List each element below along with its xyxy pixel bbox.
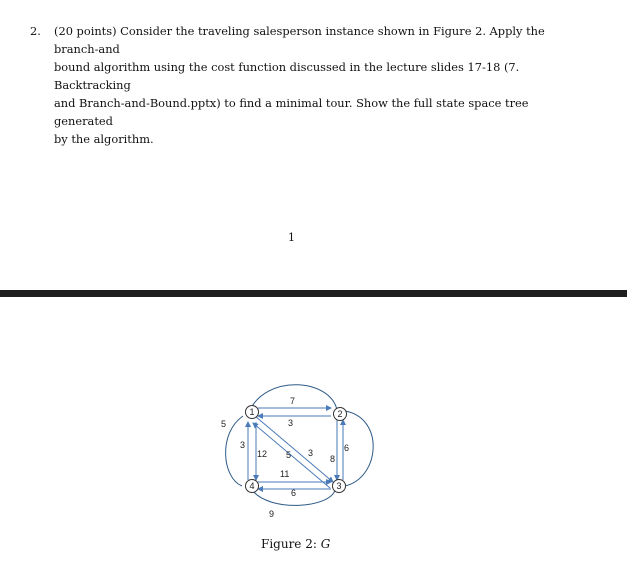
problem-line-2: bound algorithm using the cost function discussed in the lecture slides 17-18 (7. Backtracking (54, 60, 520, 92)
edge-label-3-2: 6 (344, 443, 350, 453)
edge-label-1-2: 7 (290, 396, 296, 406)
edge-label-1-3: 5 (286, 450, 292, 460)
edge-label-1-4: 12 (257, 449, 268, 459)
node-4 (246, 480, 259, 493)
figure-caption-name: G (320, 537, 331, 551)
node-1-label: 1 (249, 407, 255, 417)
node-2-label: 2 (337, 409, 343, 419)
node-4-label: 4 (249, 481, 255, 491)
edge-loop-2-to-3 (345, 411, 373, 486)
edge-label-2-3: 8 (330, 454, 336, 464)
page-number: 1 (288, 231, 295, 244)
edge-label-loop-3-4: 9 (269, 509, 275, 518)
problem-line-3: and Branch-and-Bound.pptx) to find a minimal tour. Show the full state space tree generated (54, 96, 529, 128)
figure-caption-prefix: Figure 2: (261, 537, 321, 551)
edge-label-2-1: 3 (288, 418, 294, 428)
figure-caption (261, 537, 330, 551)
problem-line-4: by the algorithm. (54, 132, 154, 146)
problem-line-1: (20 points) Consider the traveling salesperson instance shown in Figure 2. Apply the branch-and (54, 24, 545, 56)
problem-statement (30, 22, 590, 148)
graph-figure (210, 378, 390, 518)
problem-number: 2. (30, 24, 41, 38)
edge-label-3-4: 6 (291, 488, 297, 498)
edge-label-4-1: 3 (240, 440, 246, 450)
edge-label-4-3: 11 (280, 469, 290, 479)
node-3-label: 3 (336, 481, 342, 491)
graph-svg (210, 378, 390, 518)
node-2 (334, 408, 347, 421)
edge-loop-1-to-4 (226, 416, 246, 486)
edge-label-3-1: 3 (308, 448, 314, 458)
page-divider (0, 290, 627, 297)
node-1 (246, 406, 259, 419)
edge-label-loop-1-4: 5 (221, 419, 227, 429)
node-3 (333, 480, 346, 493)
